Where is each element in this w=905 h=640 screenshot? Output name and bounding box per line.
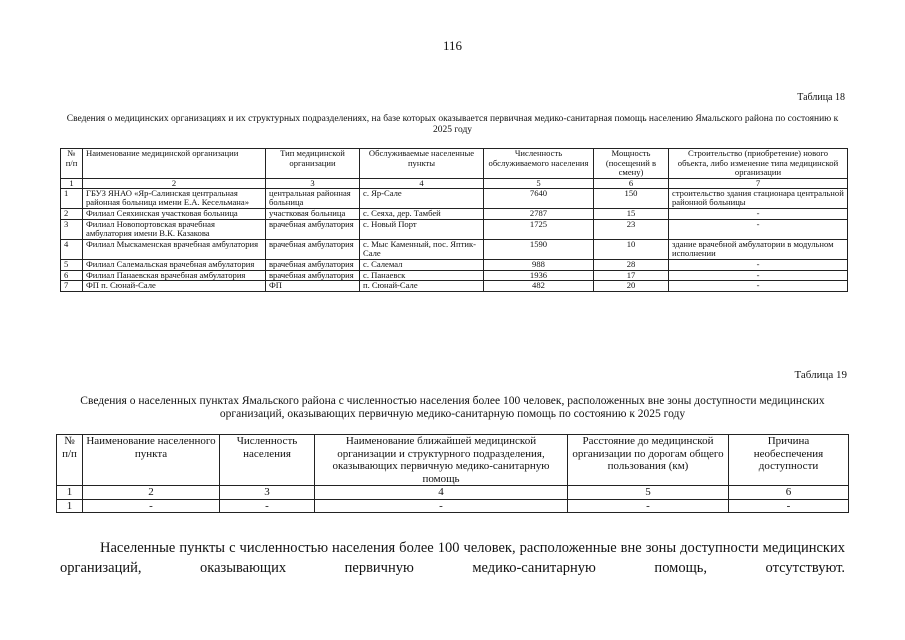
table-19-header-row (57, 435, 849, 486)
cell-organization: ГБУЗ ЯНАО «Яр-Салинская центральная районная больница имени Е.А. Кесельмана» (83, 188, 266, 208)
cell-organization: Филиал Мыскаменская врачебная амбулатория (83, 239, 266, 259)
cell-capacity: 17 (594, 270, 669, 281)
cell-settlements: с. Салемал (360, 259, 484, 270)
cell-construction: - (669, 219, 848, 239)
cell-construction: - (669, 259, 848, 270)
cell-settlements: с. Панаевск (360, 270, 484, 281)
cell-settlements: с. Мыс Каменный, пос. Яптик-Сале (360, 239, 484, 259)
cell-number: 1 (57, 499, 83, 513)
cell-type: центральная районная больница (266, 188, 360, 208)
header-cell: Наименование населенного пункта (83, 435, 220, 486)
cell-construction: здание врачебной амбулатории в модульном исполнении (669, 239, 848, 259)
table-row (61, 188, 848, 208)
cell-type: врачебная амбулатория (266, 239, 360, 259)
cell-number: 4 (61, 239, 83, 259)
cell-capacity: 150 (594, 188, 669, 208)
cell-construction: - (669, 281, 848, 292)
cell-capacity: 23 (594, 219, 669, 239)
cell-number: 6 (61, 270, 83, 281)
cell-capacity: 20 (594, 281, 669, 292)
cell-number: 3 (61, 219, 83, 239)
cell-population: 1936 (484, 270, 594, 281)
cell-capacity: 28 (594, 259, 669, 270)
table-row (57, 499, 849, 513)
cell-type: врачебная амбулатория (266, 219, 360, 239)
cell-number: 1 (61, 188, 83, 208)
page-number: 116 (442, 38, 463, 53)
header-cell: Обслуживаемые населенные пункты (360, 149, 484, 179)
col-number-cell: 6 (594, 178, 669, 188)
cell-number: 2 (61, 208, 83, 219)
cell-organization: ФП п. Сюнай-Сале (83, 281, 266, 292)
col-number-cell: 2 (83, 486, 220, 500)
conclusion-paragraph: Населенные пункты с численностью населения более 100 человек, расположенные вне зоны доступности медицинских организаций, оказывающих первичную медико-санитарную помощь, отсутствуют. (60, 540, 845, 576)
table-19-label: Таблица 19 (794, 369, 847, 381)
header-cell: Мощность (посещений в смену) (594, 149, 669, 179)
cell-organization: Филиал Сеяхинская участковая больница (83, 208, 266, 219)
cell-population: 7640 (484, 188, 594, 208)
table-row (61, 208, 848, 219)
cell-population: 1590 (484, 239, 594, 259)
cell-organization: Филиал Панаевская врачебная амбулатория (83, 270, 266, 281)
cell-number: 7 (61, 281, 83, 292)
cell-construction: - (669, 270, 848, 281)
header-cell: Расстояние до медицинской организации по дорогам общего пользования (км) (568, 435, 729, 486)
table-19-caption: Сведения о населенных пунктах Ямальского района с численностью населения более 100 человек, расположенных вне зоны доступности медицинских организаций, оказывающих первичную медико-санитарную помощь по состоянию к 2025 году (80, 395, 825, 420)
col-number-cell: 7 (669, 178, 848, 188)
cell-population: 482 (484, 281, 594, 292)
col-number-cell: 1 (57, 486, 83, 500)
col-number-cell: 5 (568, 486, 729, 500)
cell-type: врачебная амбулатория (266, 270, 360, 281)
cell-population: - (220, 499, 315, 513)
cell-settlements: п. Сюнай-Сале (360, 281, 484, 292)
header-cell: Наименование медицинской организации (83, 149, 266, 179)
col-number-cell: 3 (220, 486, 315, 500)
table-18-caption: Сведения о медицинских организациях и их структурных подразделениях, на базе которых оказывается первичная медико-санитарная помощь населению Ямальского района по состоянию к 2025 году (66, 114, 839, 135)
col-number-cell: 4 (360, 178, 484, 188)
table-row (61, 219, 848, 239)
table-18-label: Таблица 18 (797, 92, 845, 103)
table-row (61, 281, 848, 292)
header-cell: Строительство (приобретение) нового объекта, либо изменение типа медицинской организации (669, 149, 848, 179)
cell-settlements: с. Яр-Сале (360, 188, 484, 208)
table-18-column-numbers (61, 178, 848, 188)
cell-settlements: с. Сеяха, дер. Тамбей (360, 208, 484, 219)
col-number-cell: 5 (484, 178, 594, 188)
cell-construction: - (669, 208, 848, 219)
header-cell: Причина необеспечения доступности (729, 435, 849, 486)
cell-population: 2787 (484, 208, 594, 219)
col-number-cell: 6 (729, 486, 849, 500)
cell-settlements: с. Новый Порт (360, 219, 484, 239)
col-number-cell: 4 (315, 486, 568, 500)
header-cell: Численность населения (220, 435, 315, 486)
table-row (61, 239, 848, 259)
header-cell: № п/п (61, 149, 83, 179)
cell-type: участковая больница (266, 208, 360, 219)
header-cell: Тип медицинской организации (266, 149, 360, 179)
cell-number: 5 (61, 259, 83, 270)
cell-reason: - (729, 499, 849, 513)
header-cell: Наименование ближайшей медицинской организации и структурного подразделения, оказывающих первичную медико-санитарную помощь (315, 435, 568, 486)
cell-type: ФП (266, 281, 360, 292)
header-cell: Численность обслуживаемого населения (484, 149, 594, 179)
cell-capacity: 10 (594, 239, 669, 259)
cell-distance: - (568, 499, 729, 513)
cell-settlement: - (83, 499, 220, 513)
cell-capacity: 15 (594, 208, 669, 219)
col-number-cell: 1 (61, 178, 83, 188)
col-number-cell: 3 (266, 178, 360, 188)
table-18-header-row (61, 149, 848, 179)
table-18 (60, 148, 848, 292)
table-row (61, 270, 848, 281)
table-19 (56, 434, 849, 513)
cell-type: врачебная амбулатория (266, 259, 360, 270)
cell-population: 988 (484, 259, 594, 270)
table-row (61, 259, 848, 270)
header-cell: № п/п (57, 435, 83, 486)
cell-population: 1725 (484, 219, 594, 239)
col-number-cell: 2 (83, 178, 266, 188)
table-19-column-numbers (57, 486, 849, 500)
cell-construction: строительство здания стационара центральной районной больницы (669, 188, 848, 208)
cell-organization: Филиал Салемальская врачебная амбулатория (83, 259, 266, 270)
cell-organization: Филиал Новопортовская врачебная амбулатория имени В.К. Казакова (83, 219, 266, 239)
cell-nearest-organization: - (315, 499, 568, 513)
